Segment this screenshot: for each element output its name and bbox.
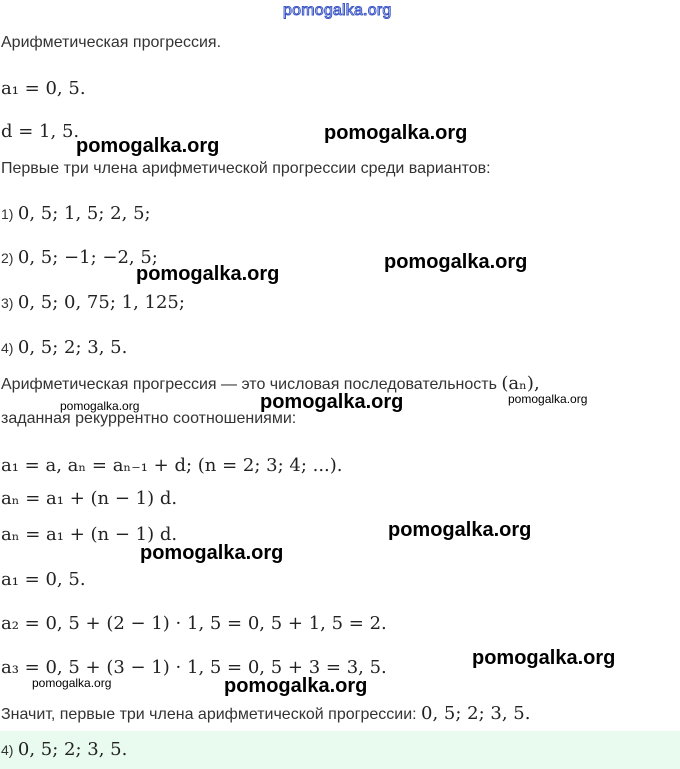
- option-2-number: 2): [1, 250, 14, 266]
- a1-given: a₁ = 0, 5.: [1, 78, 86, 99]
- watermark: pomogalka.org: [32, 676, 112, 690]
- option-1-number: 1): [1, 206, 14, 222]
- calc-a3: a₃ = 0, 5 + (3 − 1) · 1, 5 = 0, 5 + 3 = 3, 5.: [1, 657, 387, 678]
- calc-a1: a₁ = 0, 5.: [1, 569, 86, 590]
- d-given: d = 1, 5.: [1, 121, 80, 142]
- intro-text: Арифметическая прогрессия.: [1, 34, 222, 51]
- answer-value: 0, 5; 2; 3, 5.: [17, 739, 128, 760]
- watermark: pomogalka.org: [140, 542, 284, 564]
- watermark: pomogalka.org: [388, 519, 532, 541]
- definition-line-2: заданная рекуррентно соотношениями:: [1, 410, 297, 427]
- watermark: pomogalka.org: [472, 647, 616, 669]
- watermark: pomogalka.org: [136, 263, 280, 285]
- answer-number: 4): [1, 742, 14, 758]
- recurrence-formula: a₁ = a, aₙ = aₙ₋₁ + d; (n = 2; 3; 4; ...).: [1, 455, 343, 476]
- option-3-value: 0, 5; 0, 75; 1, 125;: [17, 292, 185, 313]
- option-4-value: 0, 5; 2; 3, 5.: [17, 337, 128, 358]
- option-3: [1, 292, 185, 313]
- option-3-number: 3): [1, 295, 14, 311]
- final-answer: [1, 739, 127, 760]
- option-4: [1, 337, 127, 358]
- conclusion: [1, 703, 530, 724]
- watermark: pomogalka.org: [76, 135, 220, 157]
- watermark: pomogalka.org: [224, 675, 368, 697]
- option-4-number: 4): [1, 340, 14, 356]
- option-1: [1, 203, 151, 224]
- site-link[interactable]: pomogalka.org: [283, 2, 392, 19]
- watermark: pomogalka.org: [508, 392, 588, 406]
- calc-a2: a₂ = 0, 5 + (2 − 1) · 1, 5 = 0, 5 + 1, 5 = 2.: [1, 613, 387, 634]
- conclusion-value: 0, 5; 2; 3, 5.: [421, 703, 531, 724]
- watermark: pomogalka.org: [60, 399, 140, 413]
- watermark: pomogalka.org: [324, 122, 468, 144]
- general-formula-2: aₙ = a₁ + (n − 1) d.: [1, 524, 178, 545]
- option-2: [1, 247, 158, 268]
- definition-text: Арифметическая прогрессия — это числовая последовательность: [1, 376, 497, 393]
- general-formula-1: aₙ = a₁ + (n − 1) d.: [1, 488, 178, 509]
- option-1-value: 0, 5; 1, 5; 2, 5;: [17, 203, 151, 224]
- definition-symbol: (aₙ),: [501, 373, 540, 394]
- conclusion-text: Значит, первые три члена арифметической прогрессии:: [1, 706, 417, 723]
- option-2-value: 0, 5; −1; −2, 5;: [17, 247, 158, 268]
- watermark: pomogalka.org: [384, 251, 528, 273]
- watermark: pomogalka.org: [260, 391, 404, 413]
- question-text: Первые три члена арифметической прогрессии среди вариантов:: [1, 160, 491, 177]
